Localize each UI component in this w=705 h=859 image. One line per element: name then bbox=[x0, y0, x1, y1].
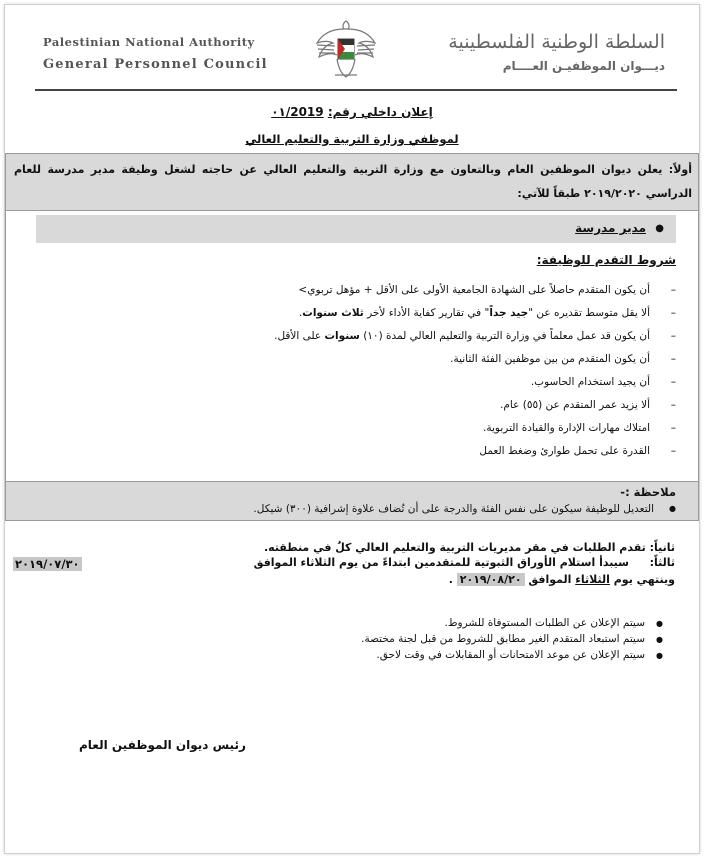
info-text: سيتم استبعاد المتقدم الغير مطابق للشروط من قبل لجنة مختصة. bbox=[361, 633, 645, 645]
note-title: ملاحظة :- bbox=[620, 485, 676, 499]
end-day: الثلاثاء bbox=[575, 573, 610, 586]
condition-text: ألا يقل متوسط تقديره عن " bbox=[528, 307, 650, 319]
signature: رئيس ديوان الموظفين العام bbox=[79, 738, 246, 752]
dash-icon: – bbox=[670, 353, 676, 365]
condition-text: على الأقل. bbox=[274, 330, 325, 342]
list-item bbox=[90, 394, 676, 417]
condition-text: أن يكون المتقدم حاصلاً على الشهادة الجامعية الأولى على الأقل + مؤهل تربوي> bbox=[298, 284, 650, 296]
note-line bbox=[253, 503, 676, 515]
condition-text: امتلاك مهارات الإدارة والقيادة التربوية. bbox=[483, 422, 650, 434]
condition-bold: جيد جداً bbox=[489, 307, 529, 319]
note-section-box bbox=[5, 481, 699, 521]
third-text: سيبدأ استلام الأوراق الثبوتية للمتقدمين ابتداءً من يوم الثلاثاء الموافق bbox=[253, 556, 629, 569]
dash-icon: – bbox=[670, 376, 676, 388]
announcement-subtitle: لموظفي وزارة التربية والتعليم العالي bbox=[245, 132, 459, 146]
conditions-section-box bbox=[5, 210, 699, 482]
dash-icon: – bbox=[670, 422, 676, 434]
dash-icon: – bbox=[670, 330, 676, 342]
end-mid: الموافق bbox=[524, 573, 576, 586]
dash-icon: – bbox=[670, 445, 676, 457]
second-paragraph: ثانياً: تقدم الطلبات في مقر مديريات التربية والتعليم العالي كلٌ في منطقته. bbox=[263, 541, 675, 554]
conditions-title: شروط التقدم للوظيفة: bbox=[536, 253, 676, 267]
list-item bbox=[90, 348, 676, 371]
list-item bbox=[90, 417, 676, 440]
header-english bbox=[43, 35, 268, 72]
announcement-title-prefix: إعلان داخلي رقم: bbox=[327, 105, 433, 119]
list-item bbox=[361, 647, 663, 663]
list-item bbox=[361, 631, 663, 647]
bullet-icon: ● bbox=[655, 223, 664, 234]
list-item bbox=[361, 615, 663, 631]
note-text: التعديل للوظيفة سيكون على نفس الفئة والدرجة على أن تُضاف علاوة إشرافية (٣٠٠) شيكل. bbox=[253, 503, 654, 515]
first-paragraph: أولاً: يعلن ديوان الموظفين العام وبالتعاون مع وزارة التربية والتعليم العالي عن حاجته لشغل وظيفة مدير مدرسة للعام الدراسي ٢٠١٩/٢٠٢٠ طبقاً للآتي: bbox=[14, 163, 692, 200]
bullet-icon: ● bbox=[656, 635, 663, 644]
list-item bbox=[90, 325, 676, 348]
condition-text: القدرة على تحمل طوارئ وضغط العمل bbox=[479, 445, 650, 457]
conditions-list bbox=[90, 279, 676, 463]
end-date: ٢٠١٩/٠٨/٢٠ bbox=[457, 573, 525, 586]
third-label: ثالثاً: bbox=[649, 556, 675, 569]
info-text: سيتم الإعلان عن موعد الامتحانات أو المقابلات في وقت لاحق. bbox=[376, 649, 645, 661]
end-date-line bbox=[449, 573, 675, 586]
header-en-line1: Palestinian National Authority bbox=[43, 35, 255, 49]
bullet-icon: ● bbox=[669, 504, 676, 513]
header-arabic bbox=[448, 31, 665, 73]
condition-text: . bbox=[298, 307, 303, 319]
end-prefix: وينتهي يوم bbox=[609, 573, 675, 586]
dash-icon: – bbox=[670, 284, 676, 296]
condition-text: أن يكون قد عمل معلماً في وزارة التربية والتعليم العالي لمدة (١٠) bbox=[359, 330, 650, 342]
info-text: سيتم الإعلان عن الطلبات المستوفاة للشروط. bbox=[444, 617, 645, 629]
info-list bbox=[361, 615, 663, 663]
announcement-title bbox=[5, 105, 699, 119]
condition-text: ألا يزيد عمر المتقدم عن (٥٥) عام. bbox=[500, 399, 650, 411]
bullet-icon: ● bbox=[656, 619, 663, 628]
dash-icon: – bbox=[670, 399, 676, 411]
header-en-line2: General Personnel Council bbox=[43, 57, 268, 72]
job-title: مدير مدرسة bbox=[575, 221, 646, 235]
condition-text: أن يكون المتقدم من بين موظفين الفئة الثانية. bbox=[450, 353, 650, 365]
start-date: ٢٠١٩/٠٧/٣٠ bbox=[15, 557, 80, 571]
list-item bbox=[90, 302, 676, 325]
bullet-icon: ● bbox=[656, 651, 663, 660]
document-page bbox=[4, 4, 700, 854]
condition-bold: ثلاث سنوات bbox=[302, 307, 364, 319]
eagle-emblem-icon bbox=[313, 15, 379, 81]
condition-text: " في تقارير كفاية الأداء لأخر bbox=[363, 307, 490, 319]
header-ar-line2: ديـــوان الموظفيـن العــــام bbox=[502, 59, 665, 73]
list-item bbox=[90, 371, 676, 394]
list-item bbox=[90, 440, 676, 463]
list-item bbox=[90, 279, 676, 302]
header-ar-line1: السلطة الوطنية الفلسطينية bbox=[448, 31, 665, 53]
job-title-bar bbox=[36, 215, 676, 243]
dash-icon: – bbox=[670, 307, 676, 319]
condition-bold: سنوات bbox=[324, 330, 360, 342]
end-suffix: . bbox=[448, 573, 457, 586]
header-divider bbox=[35, 89, 677, 91]
announcement-number: ٠١/2019 bbox=[271, 105, 324, 119]
first-section-box bbox=[5, 153, 699, 211]
condition-text: أن يجيد استخدام الحاسوب. bbox=[530, 376, 650, 388]
